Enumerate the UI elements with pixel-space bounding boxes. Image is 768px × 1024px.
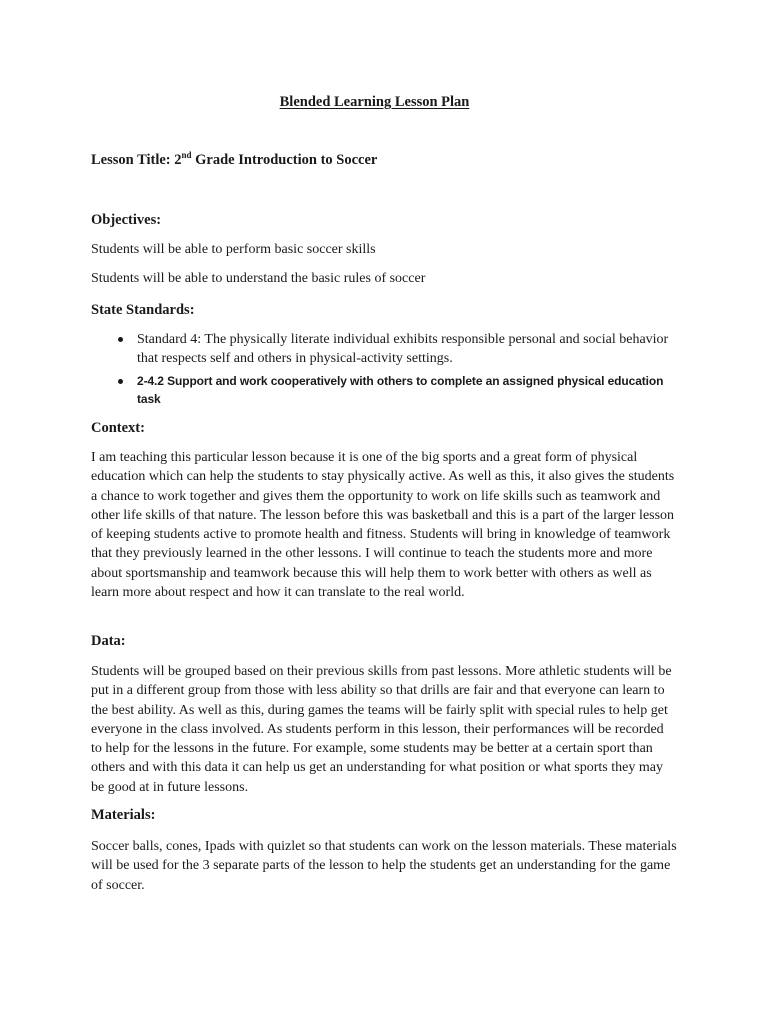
document-title: Blended Learning Lesson Plan [279, 94, 470, 110]
context-body: I am teaching this particular lesson because it is one of the big sports and a great form of physical education which can help the students to stay physically active. As well as this, it also gives the students a chance to work together and gives them the opportunity to work on life skills such as teamwork and other life skills of that nature. The lesson before this was basketball and this is a part of the larger lesson of keeping students active to promote health and fitness. Students will bring in knowledge of teamwork that they previously learned in the other lessons. I will continue to teach the students more and more about sportsmanship and teamwork because this will help them to work better with others as well as learn more about respect and how it can translate to the real world. [91, 450, 675, 601]
lesson-title [91, 152, 377, 169]
bullet-icon [118, 337, 123, 342]
objective-item: Students will be able to understand the basic rules of soccer [91, 271, 426, 286]
data-heading: Data: [91, 633, 126, 649]
lesson-title-superscript: nd [181, 150, 192, 160]
objective-item: Students will be able to perform basic soccer skills [91, 242, 376, 257]
materials-heading: Materials: [91, 807, 156, 823]
standard-text: Standard 4: The physically literate individual exhibits responsible personal and social behavior that respects self and others in physical-activity settings. [137, 332, 669, 366]
context-heading: Context: [91, 420, 145, 436]
state-standards-heading: State Standards: [91, 302, 195, 318]
materials-body: Soccer balls, cones, Ipads with quizlet so that students can work on the lesson materials. These materials will be used for the 3 separate parts of the lesson to help the students get an understanding for the game of soccer. [91, 839, 677, 893]
standard-item [91, 372, 677, 408]
standard-item [91, 330, 677, 368]
bullet-icon [118, 379, 123, 384]
state-standards-list [91, 330, 677, 412]
data-body: Students will be grouped based on their previous skills from past lessons. More athletic students will be put in a different group from those with less ability so that drills are fair and that everyone can learn to the best ability. As well as this, during games the teams will be fairly split with special rules to help get everyone in the class involved. As students perform in this lesson, their performances will be recorded to help for the lessons in the future. For example, some students may be better at a certain sport than others and with this data it can help us get an understanding for what position or what sports they may be good at in future lessons. [91, 664, 672, 795]
lesson-title-label: Lesson Title: 2 [91, 152, 182, 168]
objectives-heading: Objectives: [91, 212, 162, 228]
standard-text: 2-4.2 Support and work cooperatively with others to complete an assigned physical education task [137, 374, 664, 406]
lesson-title-rest: Grade Introduction to Soccer [191, 152, 378, 168]
